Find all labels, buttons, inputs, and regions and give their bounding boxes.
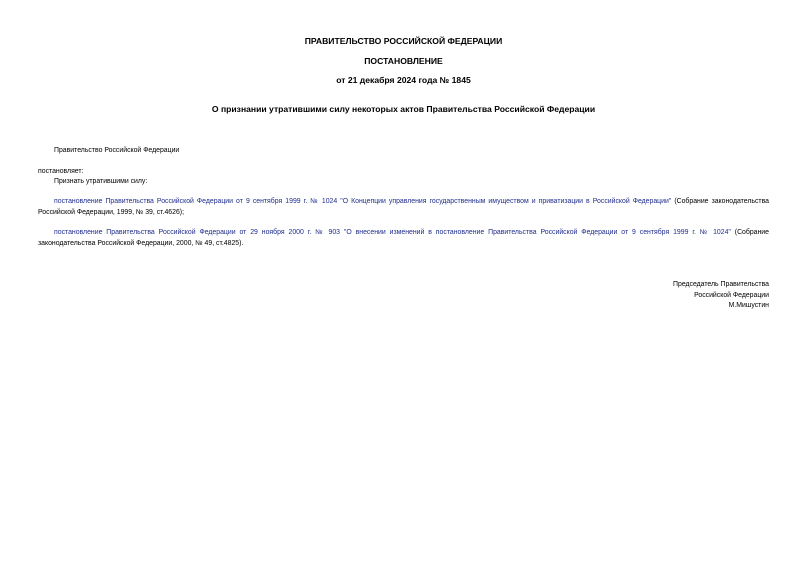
recognize-text: Признать утратившими силу:	[54, 178, 148, 185]
decides-text: постановляет:	[38, 168, 84, 175]
document-title: О признании утратившими силу некоторых актов Правительства Российской Федерации	[211, 104, 596, 114]
repealed-act-link-2[interactable]: постановление Правительства Российской Федерации от 29 ноября 2000 г. № 903 "О внесении изменений в постановление Правительства Российской Федерации от 9 сентября 1999 г. № 1024"	[54, 229, 731, 236]
signature-block	[673, 280, 769, 312]
signature-position-line1: Председатель Правительства	[673, 281, 769, 288]
repealed-act-source-2: (Собрание законодательства Российской Федерации, 2000, № 49, ст.4825).	[38, 229, 769, 247]
signatory-name: М.Мишустин	[728, 302, 769, 309]
repealed-act-item-2	[38, 228, 769, 249]
intro-text: Правительство Российской Федерации	[54, 147, 180, 154]
repealed-act-item-1	[38, 197, 769, 218]
date-number-heading: от 21 декабря 2024 года № 1845	[336, 75, 471, 85]
document-type-heading: ПОСТАНОВЛЕНИЕ	[364, 56, 443, 66]
repealed-act-link-1[interactable]: постановление Правительства Российской Федерации от 9 сентября 1999 г. № 1024 "О Концепции управления государственным имуществом и приватизации в Российской Федерации"	[54, 198, 672, 205]
government-heading: ПРАВИТЕЛЬСТВО РОССИЙСКОЙ ФЕДЕРАЦИИ	[304, 36, 503, 46]
repealed-act-source-1: (Собрание законодательства Российской Федерации, 1999, № 39, ст.4626);	[38, 198, 769, 216]
signature-position-line2: Российской Федерации	[694, 291, 769, 299]
